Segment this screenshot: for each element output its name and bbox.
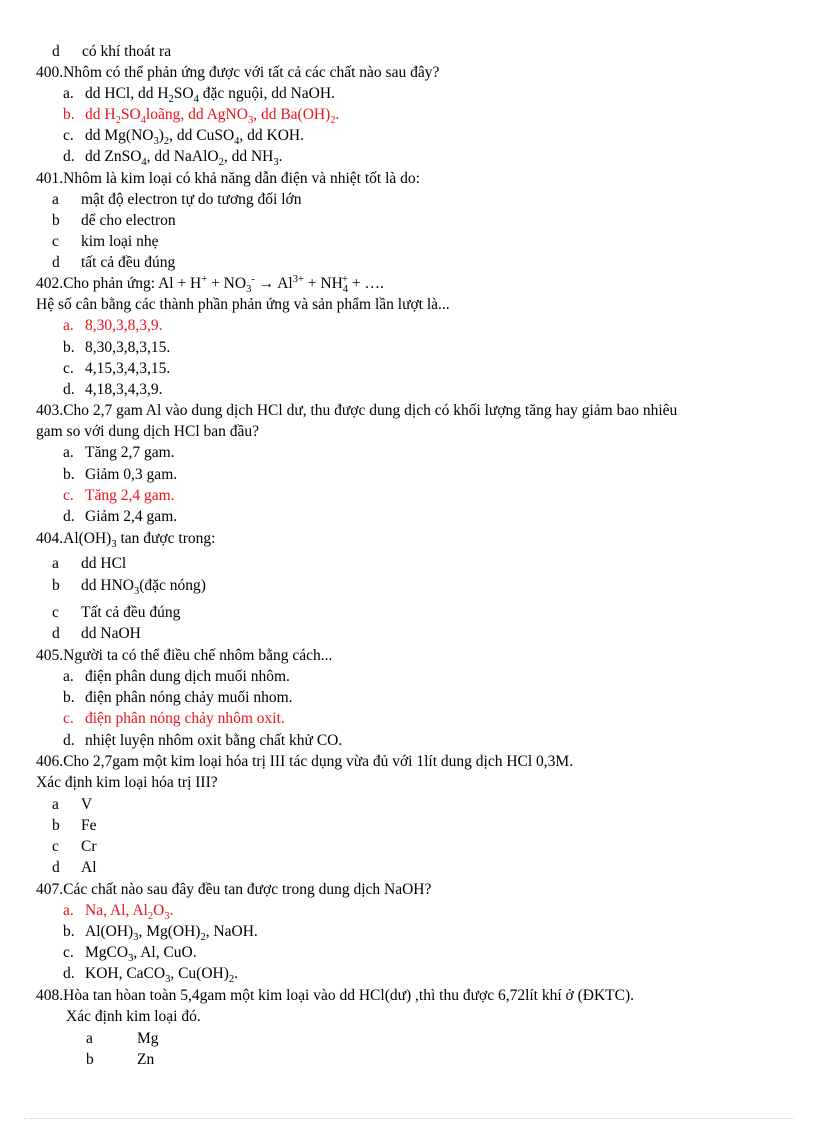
formula-text: loãng, dd AgNO (145, 106, 248, 123)
option-text: dd NaOH (81, 625, 141, 642)
equation-text: 402.Cho phản ứng: Al + H (36, 275, 202, 292)
option-text: dể cho electron (81, 212, 176, 229)
q408-option-a (86, 1029, 159, 1050)
formula-text: Al(OH) (85, 923, 134, 940)
q405-option-c-correct (63, 709, 285, 730)
option-text: tất cả đều đúng (81, 254, 176, 271)
subscript: 3 (165, 974, 171, 986)
q405-option-a (63, 667, 290, 688)
prev-option-d (52, 42, 171, 63)
option-label: c. (63, 360, 74, 377)
option-label: b (52, 817, 60, 834)
subscript: 4 (193, 94, 199, 106)
option-label: d. (63, 965, 75, 982)
formula-text: dd HNO (81, 577, 134, 594)
q400-option-d (63, 147, 282, 168)
q400-option-c (63, 126, 304, 147)
q406-option-b (52, 816, 97, 837)
option-label: d. (63, 381, 75, 398)
q402-option-b (63, 338, 170, 359)
superscript: + (201, 273, 208, 285)
option-text: điện phân dung dịch muối nhôm. (85, 668, 290, 685)
formula-text: SO (173, 85, 194, 102)
formula-text: , dd KOH. (239, 127, 305, 144)
option-label: b. (63, 339, 75, 356)
q403-option-d (63, 507, 177, 528)
q402-option-d (63, 380, 163, 401)
formula-text: . (169, 902, 174, 919)
equation-text: + NH (303, 275, 343, 292)
q400-option-a (63, 84, 335, 105)
question-403-stem: 403.Cho 2,7 gam Al vào dung dịch HCl dư, thu được dung dịch có khối lượng tăng hay giảm bao nhiêu (36, 402, 678, 419)
formula-text: dd Mg(NO (85, 127, 154, 144)
subscript: 3 (128, 953, 134, 965)
option-label: d. (63, 148, 75, 165)
option-label: a (52, 555, 59, 572)
q407-option-b (63, 922, 258, 943)
subscript: 3 (111, 539, 117, 551)
q406-option-d (52, 858, 97, 879)
subscript: 4 (234, 136, 240, 148)
subscript: 2 (200, 932, 206, 944)
option-text: Fe (81, 817, 97, 834)
option-label: b. (63, 466, 75, 483)
q405-option-b (63, 688, 293, 709)
option-label: b (86, 1051, 94, 1068)
question-402-stem-line2: Hệ số cân bằng các thành phần phản ứng và sản phẩm lần lượt là... (36, 296, 450, 313)
formula-text: KOH, CaCO (85, 965, 166, 982)
option-label: d. (63, 732, 75, 749)
option-label: d (52, 43, 60, 60)
formula-text: ) (158, 127, 164, 144)
subscript: 2 (168, 94, 174, 106)
subscript: 3 (133, 932, 139, 944)
option-text: Zn (137, 1051, 155, 1068)
q407-option-d (63, 964, 238, 985)
option-label: a (52, 796, 59, 813)
q407-option-a-correct (63, 901, 173, 922)
option-label: b (52, 212, 60, 229)
formula-text: dd ZnSO (85, 148, 142, 165)
formula-text: 404.Al(OH) (36, 530, 112, 547)
q400-option-b-correct (63, 105, 339, 126)
subscript: 4 (141, 157, 147, 169)
option-text: dd HCl (81, 555, 127, 572)
q403-option-b (63, 465, 177, 486)
formula-text: . (234, 965, 239, 982)
option-text: Mg (137, 1030, 159, 1047)
q408-option-b (86, 1050, 154, 1071)
q401-option-d (52, 253, 175, 274)
q407-option-c (63, 943, 197, 964)
option-label: b. (63, 106, 75, 123)
subscript: 2 (163, 136, 170, 148)
q404-option-a (52, 554, 126, 575)
option-label: b. (63, 689, 75, 706)
q405-option-d (63, 731, 342, 752)
option-label: a. (63, 668, 74, 685)
q401-option-b (52, 211, 176, 232)
q403-option-a (63, 443, 175, 464)
page-bottom-divider (24, 1118, 794, 1119)
formula-text: tan được trong: (116, 530, 216, 547)
question-406-stem-line2: Xác định kim loại hóa trị III? (36, 774, 218, 791)
q402-option-a-correct (63, 316, 163, 337)
option-label: c (52, 838, 59, 855)
question-403-stem-line2: gam so với dung dịch HCl ban đầu? (36, 423, 260, 440)
subscript: 2 (330, 115, 336, 127)
subscript: 3 (153, 136, 159, 148)
q401-option-c (52, 232, 159, 253)
option-label: d (52, 625, 60, 642)
option-label: c. (63, 944, 74, 961)
option-label: a. (63, 317, 74, 334)
superscript: + (342, 273, 348, 285)
formula-text: . (335, 106, 340, 123)
question-401-stem: 401.Nhôm là kim loại có khả năng dẫn điện và nhiệt tốt là do: (36, 170, 420, 187)
formula-text: , Cu(OH) (170, 965, 229, 982)
option-text: 4,15,3,4,3,15. (85, 360, 171, 377)
subscript: 4 (140, 115, 146, 127)
option-text: Cr (81, 838, 97, 855)
formula-text: O (153, 902, 165, 919)
option-text: Giảm 2,4 gam. (85, 508, 178, 525)
option-text: điện phân nóng chảy muối nhom. (85, 689, 293, 706)
option-text: Tăng 2,7 gam. (85, 444, 175, 461)
superscript: 3+ (292, 273, 304, 285)
subscript: 3 (247, 115, 254, 127)
q402-option-c (63, 359, 170, 380)
formula-text: . (278, 148, 283, 165)
option-text: V (81, 796, 93, 813)
formula-text: , Mg(OH) (138, 923, 201, 940)
option-label: d. (63, 508, 75, 525)
question-402-stem (36, 274, 384, 295)
q404-option-c (52, 603, 180, 624)
option-label: a. (63, 85, 74, 102)
subscript: 2 (218, 157, 224, 169)
q404-option-d (52, 624, 141, 645)
subscript: 3 (273, 157, 279, 169)
option-text: nhiệt luyện nhôm oxit bằng chất khử CO. (85, 732, 343, 749)
subscript: 4 (342, 284, 349, 296)
formula-text: , dd Ba(OH) (253, 106, 331, 123)
equation-text: + NO (207, 275, 247, 292)
option-label: c (52, 233, 59, 250)
question-400-stem: 400.Nhôm có thể phản ứng được với tất cả các chất nào sau đây? (36, 64, 440, 81)
option-text: có khí thoát ra (82, 43, 172, 60)
subscript: 2 (147, 911, 154, 923)
option-text: kim loại nhẹ (81, 233, 159, 250)
formula-text: dd H (85, 106, 116, 123)
formula-text: , dd NH (223, 148, 274, 165)
option-label: a. (63, 444, 74, 461)
q406-option-c (52, 837, 97, 858)
formula-text: Na, Al, Al (85, 902, 148, 919)
option-label: b. (63, 923, 75, 940)
formula-text: , dd NaAlO (146, 148, 219, 165)
formula-text: (đặc nóng) (139, 577, 206, 594)
option-label: d (52, 254, 60, 271)
subscript: 2 (115, 115, 121, 127)
option-label: a (52, 191, 59, 208)
option-text: Tăng 2,4 gam. (85, 487, 175, 504)
question-405-stem: 405.Người ta có thể điều chế nhôm bằng cách... (36, 647, 333, 664)
option-text: Giảm 0,3 gam. (85, 466, 178, 483)
formula-text: , dd CuSO (169, 127, 235, 144)
formula-text: , NaOH. (205, 923, 258, 940)
equation-text: + …. (347, 275, 384, 292)
question-407-stem: 407.Các chất nào sau đây đều tan được trong dung dịch NaOH? (36, 881, 432, 898)
subscript: 3 (164, 911, 170, 923)
option-label: c. (63, 487, 74, 504)
option-text: Al (81, 859, 97, 876)
option-label: c (52, 604, 59, 621)
subscript: 2 (228, 974, 235, 986)
question-404-stem (36, 529, 215, 553)
q406-option-a (52, 795, 92, 816)
option-text: 8,30,3,8,3,15. (85, 339, 171, 356)
q404-option-b (52, 576, 206, 600)
option-text: 4,18,3,4,3,9. (85, 381, 163, 398)
formula-text: , Al, CuO. (133, 944, 197, 961)
formula-text: dd HCl, dd H (85, 85, 169, 102)
question-408-stem-line2: Xác định kim loại đó. (66, 1008, 201, 1025)
formula-text: SO (120, 106, 141, 123)
equation-text: → Al (254, 275, 293, 292)
q403-option-c-correct (63, 486, 175, 507)
option-label: b (52, 577, 60, 594)
subscript: 3 (246, 284, 252, 296)
option-text: Tất cả đều đúng (81, 604, 181, 621)
question-408-stem: 408.Hòa tan hòan toàn 5,4gam một kim loại vào dd HCl(dư) ,thì thu được 6,72lít khí ở (ĐKTC). (36, 987, 635, 1004)
q401-option-a (52, 190, 301, 211)
subscript: 3 (133, 586, 140, 598)
option-text: điện phân nóng chảy nhôm oxit. (85, 710, 285, 727)
option-text: 8,30,3,8,3,9. (85, 317, 163, 334)
superscript: - (251, 273, 255, 285)
option-label: a (86, 1030, 93, 1047)
formula-text: đặc nguội, dd NaOH. (198, 85, 335, 102)
formula-text: MgCO (85, 944, 129, 961)
option-label: d (52, 859, 60, 876)
option-label: a. (63, 902, 74, 919)
option-label: c. (63, 127, 74, 144)
option-label: c. (63, 710, 74, 727)
option-text: mật độ electron tự do tương đối lớn (81, 191, 302, 208)
question-406-stem: 406.Cho 2,7gam một kim loại hóa trị III tác dụng vừa đủ với 1lít dung dịch HCl 0,3M. (36, 753, 574, 770)
